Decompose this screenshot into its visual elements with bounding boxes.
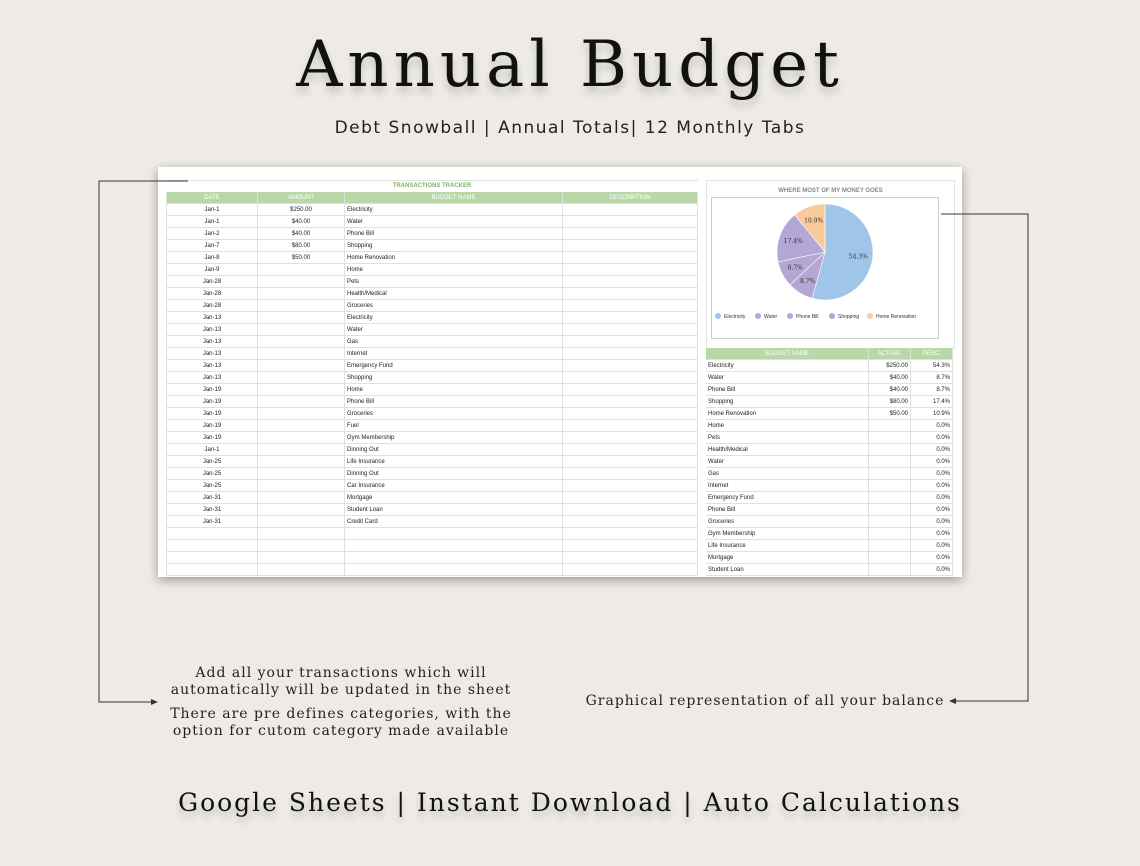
table-cell: Jan-19 — [166, 432, 258, 444]
table-cell: Emergency Fund — [706, 492, 869, 504]
table-cell: Jan-25 — [166, 456, 258, 468]
table-cell: $50.00 — [869, 408, 911, 420]
table-cell: 0.0% — [911, 564, 953, 576]
table-cell: Jan-1 — [166, 204, 258, 216]
table-cell: Phone Bill — [345, 396, 563, 408]
table-cell: Jan-19 — [166, 384, 258, 396]
table-cell: Pets — [706, 432, 869, 444]
table-cell: 17.4% — [911, 396, 953, 408]
table-cell: Shopping — [345, 372, 563, 384]
table-cell: Life Insurance — [706, 540, 869, 552]
table-cell: Jan-28 — [166, 300, 258, 312]
table-cell: Jan-19 — [166, 420, 258, 432]
left-arrow-head — [151, 699, 158, 705]
legend-label: Shopping — [838, 314, 860, 320]
slice-data-label: 8.7% — [787, 264, 803, 272]
table-cell: 0.0% — [911, 540, 953, 552]
table-cell: Student Loan — [345, 504, 563, 516]
table-cell: Electricity — [345, 312, 563, 324]
note-categories: There are pre defines categories, with the option for cutom category made available — [170, 706, 512, 739]
table-cell: Shopping — [345, 240, 563, 252]
table-cell: Life Insurance — [345, 456, 563, 468]
table-cell: Jan-13 — [166, 360, 258, 372]
table-cell: Gas — [706, 468, 869, 480]
table-cell: $250.00 — [258, 204, 345, 216]
slice-data-label: 17.4% — [783, 237, 803, 245]
column-header: PERC. — [911, 348, 953, 360]
right-callout-line — [941, 214, 1028, 701]
table-cell: Home — [706, 420, 869, 432]
table-cell: Water — [706, 372, 869, 384]
chart-title: WHERE MOST OF MY MONEY GOES — [778, 188, 883, 194]
table-cell: 54.3% — [911, 360, 953, 372]
table-cell: Jan-9 — [166, 264, 258, 276]
table-cell: Fuel — [345, 420, 563, 432]
table-cell: 0.0% — [911, 552, 953, 564]
table-cell: Jan-7 — [166, 240, 258, 252]
table-cell: Jan-31 — [166, 516, 258, 528]
table-cell: Internet — [706, 480, 869, 492]
table-cell: $80.00 — [258, 240, 345, 252]
table-cell: Jan-1 — [166, 216, 258, 228]
note-graph: Graphical representation of all your balance — [585, 693, 945, 709]
table-cell: Phone Bill — [345, 228, 563, 240]
table-cell: 8.7% — [911, 372, 953, 384]
table-cell: Internet — [345, 348, 563, 360]
table-cell: Mortgage — [706, 552, 869, 564]
column-header: DATE — [166, 192, 258, 204]
table-cell: 0.0% — [911, 480, 953, 492]
table-cell: Credit Card — [345, 516, 563, 528]
table-cell: 0.0% — [911, 468, 953, 480]
note-transactions: Add all your transactions which will automatically will be updated in the sheet — [170, 665, 512, 698]
table-cell: Groceries — [706, 516, 869, 528]
table-cell: Jan-31 — [166, 492, 258, 504]
table-cell: Water — [345, 216, 563, 228]
legend-label: Electricity — [724, 314, 746, 320]
footer-features: Google Sheets | Instant Download | Auto Calculations — [178, 788, 962, 817]
table-cell: Home Renovation — [345, 252, 563, 264]
table-cell: 0.0% — [911, 456, 953, 468]
table-cell: Groceries — [345, 300, 563, 312]
table-cell: Jan-25 — [166, 468, 258, 480]
table-cell: Jan-8 — [166, 252, 258, 264]
table-cell: Student Loan — [706, 564, 869, 576]
table-cell: Phone Bill — [706, 504, 869, 516]
legend-label: Water — [764, 314, 778, 320]
table-cell: Jan-25 — [166, 480, 258, 492]
table-cell: Shopping — [706, 396, 869, 408]
table-cell: Jan-2 — [166, 228, 258, 240]
table-cell: $40.00 — [258, 228, 345, 240]
table-cell: Jan-19 — [166, 408, 258, 420]
table-cell: Water — [706, 456, 869, 468]
slice-data-label: 8.7% — [799, 277, 816, 285]
table-cell: 0.0% — [911, 492, 953, 504]
table-cell: 0.0% — [911, 420, 953, 432]
table-cell: Jan-28 — [166, 288, 258, 300]
right-arrow-head — [949, 698, 956, 704]
table-cell: Jan-13 — [166, 348, 258, 360]
table-cell: Mortgage — [345, 492, 563, 504]
table-cell: Groceries — [345, 408, 563, 420]
table-cell: 8.7% — [911, 384, 953, 396]
table-cell: 10.9% — [911, 408, 953, 420]
table-cell: Phone Bill — [706, 384, 869, 396]
column-header: DESCRIPTION — [563, 192, 698, 204]
left-callout-line — [99, 181, 188, 702]
table-cell: Gas — [345, 336, 563, 348]
table-cell: $40.00 — [258, 216, 345, 228]
slice-data-label: 54.3% — [848, 253, 868, 261]
table-cell: Jan-13 — [166, 336, 258, 348]
table-cell: Electricity — [706, 360, 869, 372]
table-cell: Health/Medical — [345, 288, 563, 300]
legend-label: Phone Bill — [796, 314, 819, 320]
table-cell: Gym Membership — [345, 432, 563, 444]
table-cell: $250.00 — [869, 360, 911, 372]
tracker-title: TRANSACTIONS TRACKER — [166, 180, 698, 192]
table-cell: 0.0% — [911, 444, 953, 456]
table-cell: Dinning Out — [345, 468, 563, 480]
page-subtitle: Debt Snowball | Annual Totals| 12 Monthly Tabs — [334, 118, 806, 138]
table-cell: $40.00 — [869, 384, 911, 396]
table-cell: Home — [345, 384, 563, 396]
table-cell: Jan-1 — [166, 444, 258, 456]
table-cell: Electricity — [345, 204, 563, 216]
table-cell: Jan-31 — [166, 504, 258, 516]
table-cell: 0.0% — [911, 504, 953, 516]
table-cell: Home Renovation — [706, 408, 869, 420]
table-cell: Pets — [345, 276, 563, 288]
table-cell: Jan-13 — [166, 372, 258, 384]
table-cell: 0.0% — [911, 528, 953, 540]
table-cell: $40.00 — [869, 372, 911, 384]
slice-data-label: 10.9% — [804, 217, 824, 225]
page-title: Annual Budget — [296, 28, 844, 102]
table-cell: Home — [345, 264, 563, 276]
table-cell: Health/Medical — [706, 444, 869, 456]
legend-label: Home Renovation — [876, 314, 917, 320]
table-cell: Jan-19 — [166, 396, 258, 408]
column-header: ACTUAL — [869, 348, 911, 360]
table-cell: Emergency Fund — [345, 360, 563, 372]
column-header: BUDGET NAME — [706, 348, 869, 360]
column-header: AMOUNT — [258, 192, 345, 204]
table-cell: Car Insurance — [345, 480, 563, 492]
table-cell: 0.0% — [911, 432, 953, 444]
column-header: BUDGET NAME — [345, 192, 563, 204]
table-cell: Jan-13 — [166, 324, 258, 336]
table-cell: Water — [345, 324, 563, 336]
table-cell: Jan-13 — [166, 312, 258, 324]
table-cell: Jan-28 — [166, 276, 258, 288]
table-cell: Dinning Out — [345, 444, 563, 456]
table-cell: $50.00 — [258, 252, 345, 264]
table-cell: Gym Membership — [706, 528, 869, 540]
table-cell: $80.00 — [869, 396, 911, 408]
table-cell: 0.0% — [911, 516, 953, 528]
